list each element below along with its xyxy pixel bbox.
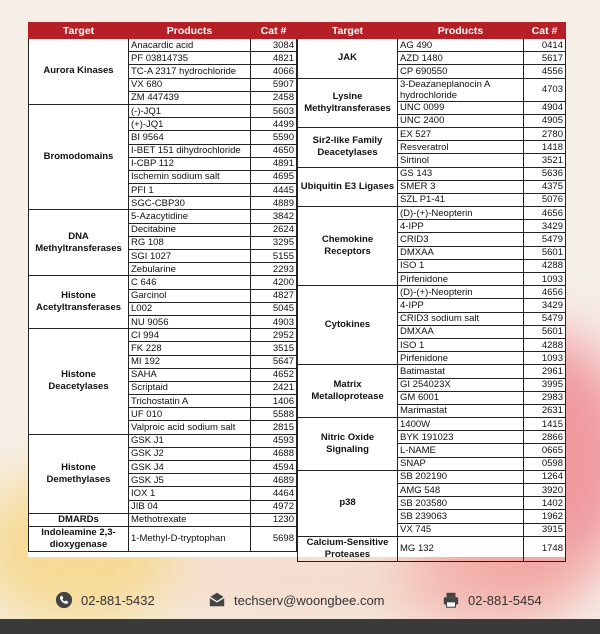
product-cell: (D)-(+)-Neopterin bbox=[398, 207, 524, 220]
cat-number-cell: 4827 bbox=[251, 289, 297, 302]
header-products: Products bbox=[129, 23, 251, 39]
cat-number-cell: 4288 bbox=[524, 338, 566, 351]
cat-number-cell: 5601 bbox=[524, 325, 566, 338]
table-row bbox=[29, 329, 297, 342]
product-cell: ZM 447439 bbox=[129, 91, 251, 104]
email-contact[interactable] bbox=[208, 588, 385, 612]
product-cell: Decitabine bbox=[129, 223, 251, 236]
cat-number-cell: 5045 bbox=[251, 302, 297, 315]
email-address: techserv@woongbee.com bbox=[234, 592, 385, 608]
product-cell: 3-Deazaneplanocin A hydrochloride bbox=[398, 78, 524, 101]
product-cell: 4-IPP bbox=[398, 220, 524, 233]
product-cell: TC-A 2317 hydrochloride bbox=[129, 65, 251, 78]
product-cell: Pirfenidone bbox=[398, 273, 524, 286]
cat-number-cell: 3915 bbox=[524, 523, 566, 536]
cat-number-cell: 5907 bbox=[251, 78, 297, 91]
product-cell: I-BET 151 dihydrochloride bbox=[129, 144, 251, 157]
cat-number-cell: 2866 bbox=[524, 431, 566, 444]
header-products: Products bbox=[398, 23, 524, 39]
cat-number-cell: 2631 bbox=[524, 404, 566, 417]
cat-number-cell: 4650 bbox=[251, 144, 297, 157]
product-cell: SGC-CBP30 bbox=[129, 197, 251, 210]
target-cell: Sir2-like Family Deacetylases bbox=[298, 127, 398, 167]
product-cell: SNAP bbox=[398, 457, 524, 470]
table-row bbox=[298, 39, 566, 52]
product-cell: CP 690550 bbox=[398, 65, 524, 78]
target-cell: Matrix Metalloprotease bbox=[298, 365, 398, 418]
cat-number-cell: 4499 bbox=[251, 118, 297, 131]
product-cell: GSK J4 bbox=[129, 461, 251, 474]
product-cell: VX 745 bbox=[398, 523, 524, 536]
product-cell: AZD 1480 bbox=[398, 52, 524, 65]
product-cell: PF 03814735 bbox=[129, 52, 251, 65]
product-cell: SB 203580 bbox=[398, 497, 524, 510]
table-row bbox=[298, 536, 566, 561]
table-row bbox=[298, 286, 566, 299]
cat-number-cell: 4889 bbox=[251, 197, 297, 210]
contact-footer bbox=[0, 588, 600, 612]
cat-number-cell: 5479 bbox=[524, 312, 566, 325]
table-row bbox=[29, 39, 297, 52]
cat-number-cell: 3515 bbox=[251, 342, 297, 355]
cat-number-cell: 4652 bbox=[251, 368, 297, 381]
cat-number-cell: 3842 bbox=[251, 210, 297, 223]
cat-number-cell: 4695 bbox=[251, 170, 297, 183]
target-cell: Calcium-Sensitive Proteases bbox=[298, 536, 398, 561]
cat-number-cell: 0414 bbox=[524, 39, 566, 52]
cat-number-cell: 5076 bbox=[524, 193, 566, 206]
product-cell: Resveratrol bbox=[398, 141, 524, 154]
product-cell: AG 490 bbox=[398, 39, 524, 52]
product-cell: SAHA bbox=[129, 368, 251, 381]
cat-number-cell: 3429 bbox=[524, 299, 566, 312]
cat-number-cell: 4200 bbox=[251, 276, 297, 289]
product-cell: L002 bbox=[129, 302, 251, 315]
product-cell: GSK J1 bbox=[129, 434, 251, 447]
product-cell: Valproic acid sodium salt bbox=[129, 421, 251, 434]
product-cell: 1-Methyl-D-tryptophan bbox=[129, 526, 251, 551]
table-row bbox=[29, 104, 297, 117]
cat-number-cell: 4689 bbox=[251, 474, 297, 487]
table-row bbox=[29, 210, 297, 223]
product-cell: Batimastat bbox=[398, 365, 524, 378]
fax-contact[interactable] bbox=[442, 588, 542, 612]
right-table-column bbox=[297, 22, 565, 562]
target-cell: Chemokine Receptors bbox=[298, 207, 398, 286]
cat-number-cell: 4594 bbox=[251, 461, 297, 474]
cat-number-cell: 2780 bbox=[524, 127, 566, 140]
product-cell: CI 994 bbox=[129, 329, 251, 342]
table-row bbox=[298, 78, 566, 101]
cat-number-cell: 3295 bbox=[251, 236, 297, 249]
phone-icon bbox=[55, 591, 73, 609]
target-cell: Aurora Kinases bbox=[29, 39, 129, 105]
cat-number-cell: 2624 bbox=[251, 223, 297, 236]
table-row bbox=[29, 513, 297, 526]
product-cell: EX 527 bbox=[398, 127, 524, 140]
cat-number-cell: 4464 bbox=[251, 487, 297, 500]
product-cell: UF 010 bbox=[129, 408, 251, 421]
product-cell: SZL P1-41 bbox=[398, 193, 524, 206]
product-cell: Scriptaid bbox=[129, 381, 251, 394]
cat-number-cell: 1093 bbox=[524, 352, 566, 365]
product-cell: NU 9056 bbox=[129, 315, 251, 328]
fax-icon bbox=[442, 591, 460, 609]
target-cell: Histone Demethylases bbox=[29, 434, 129, 513]
phone-number: 02-881-5432 bbox=[81, 592, 155, 608]
right-product-table bbox=[297, 22, 566, 562]
product-cell: UNC 2400 bbox=[398, 114, 524, 127]
table-header-row bbox=[29, 23, 297, 39]
product-cell: 1400W bbox=[398, 418, 524, 431]
product-cell: Garcinol bbox=[129, 289, 251, 302]
product-table-sheet bbox=[28, 22, 565, 560]
cat-number-cell: 1415 bbox=[524, 418, 566, 431]
table-row bbox=[29, 434, 297, 447]
product-cell: DMXAA bbox=[398, 325, 524, 338]
product-cell: Zebularine bbox=[129, 263, 251, 276]
left-table-body bbox=[29, 39, 297, 552]
cat-number-cell: 4288 bbox=[524, 259, 566, 272]
product-cell: SB 239063 bbox=[398, 510, 524, 523]
cat-number-cell: 5647 bbox=[251, 355, 297, 368]
header-target: Target bbox=[298, 23, 398, 39]
product-cell: 5-Azacytidine bbox=[129, 210, 251, 223]
product-cell: CRID3 bbox=[398, 233, 524, 246]
product-cell: FK 228 bbox=[129, 342, 251, 355]
product-cell: Methotrexate bbox=[129, 513, 251, 526]
product-cell: (+)-JQ1 bbox=[129, 118, 251, 131]
product-cell: L-NAME bbox=[398, 444, 524, 457]
product-cell: SB 202190 bbox=[398, 470, 524, 483]
cat-number-cell: 1093 bbox=[524, 273, 566, 286]
product-cell: GS 143 bbox=[398, 167, 524, 180]
table-row bbox=[298, 470, 566, 483]
cat-number-cell: 1418 bbox=[524, 141, 566, 154]
cat-number-cell: 4821 bbox=[251, 52, 297, 65]
cat-number-cell: 1402 bbox=[524, 497, 566, 510]
product-cell: AMG 548 bbox=[398, 484, 524, 497]
target-cell: Nitric Oxide Signaling bbox=[298, 418, 398, 471]
cat-number-cell: 4656 bbox=[524, 207, 566, 220]
header-cat: Cat # bbox=[524, 23, 566, 39]
product-cell: Ischemin sodium salt bbox=[129, 170, 251, 183]
product-cell: RG 108 bbox=[129, 236, 251, 249]
cat-number-cell: 4688 bbox=[251, 447, 297, 460]
cat-number-cell: 5479 bbox=[524, 233, 566, 246]
bottom-bar bbox=[0, 619, 600, 634]
table-row bbox=[298, 207, 566, 220]
product-cell: BYK 191023 bbox=[398, 431, 524, 444]
table-row bbox=[298, 167, 566, 180]
target-cell: DMARDs bbox=[29, 513, 129, 526]
left-product-table bbox=[28, 22, 297, 552]
cat-number-cell: 1230 bbox=[251, 513, 297, 526]
product-cell: Trichostatin A bbox=[129, 395, 251, 408]
cat-number-cell: 1406 bbox=[251, 395, 297, 408]
product-cell: (D)-(+)-Neopterin bbox=[398, 286, 524, 299]
table-row bbox=[298, 418, 566, 431]
product-cell: BI 9564 bbox=[129, 131, 251, 144]
fax-number: 02-881-5454 bbox=[468, 592, 542, 608]
target-cell: Cytokines bbox=[298, 286, 398, 365]
cat-number-cell: 1962 bbox=[524, 510, 566, 523]
cat-number-cell: 4445 bbox=[251, 184, 297, 197]
product-cell: VX 680 bbox=[129, 78, 251, 91]
cat-number-cell: 3429 bbox=[524, 220, 566, 233]
cat-number-cell: 4656 bbox=[524, 286, 566, 299]
header-target: Target bbox=[29, 23, 129, 39]
cat-number-cell: 2293 bbox=[251, 263, 297, 276]
cat-number-cell: 5636 bbox=[524, 167, 566, 180]
product-cell: PFI 1 bbox=[129, 184, 251, 197]
product-cell: IOX 1 bbox=[129, 487, 251, 500]
cat-number-cell: 4375 bbox=[524, 180, 566, 193]
right-table-body bbox=[298, 39, 566, 562]
product-cell: 4-IPP bbox=[398, 299, 524, 312]
product-cell: (-)-JQ1 bbox=[129, 104, 251, 117]
target-cell: p38 bbox=[298, 470, 398, 536]
cat-number-cell: 4905 bbox=[524, 114, 566, 127]
cat-number-cell: 5601 bbox=[524, 246, 566, 259]
target-cell: DNA Methyltransferases bbox=[29, 210, 129, 276]
cat-number-cell: 4891 bbox=[251, 157, 297, 170]
target-cell: Bromodomains bbox=[29, 104, 129, 210]
cat-number-cell: 3521 bbox=[524, 154, 566, 167]
cat-number-cell: 5603 bbox=[251, 104, 297, 117]
product-cell: GI 254023X bbox=[398, 378, 524, 391]
cat-number-cell: 4556 bbox=[524, 65, 566, 78]
cat-number-cell: 2815 bbox=[251, 421, 297, 434]
product-cell: Marimastat bbox=[398, 404, 524, 417]
cat-number-cell: 0665 bbox=[524, 444, 566, 457]
target-cell: Ubiquitin E3 Ligases bbox=[298, 167, 398, 207]
table-row bbox=[298, 365, 566, 378]
cat-number-cell: 5588 bbox=[251, 408, 297, 421]
target-cell: Histone Deacetylases bbox=[29, 329, 129, 435]
phone-contact[interactable] bbox=[55, 588, 155, 612]
product-cell: GSK J5 bbox=[129, 474, 251, 487]
left-table-column bbox=[28, 22, 296, 552]
cat-number-cell: 2983 bbox=[524, 391, 566, 404]
cat-number-cell: 2952 bbox=[251, 329, 297, 342]
product-cell: SGI 1027 bbox=[129, 250, 251, 263]
cat-number-cell: 3920 bbox=[524, 484, 566, 497]
product-cell: DMXAA bbox=[398, 246, 524, 259]
product-cell: ISO 1 bbox=[398, 338, 524, 351]
table-row bbox=[29, 276, 297, 289]
product-cell: ISO 1 bbox=[398, 259, 524, 272]
cat-number-cell: 1748 bbox=[524, 536, 566, 561]
product-cell: JIB 04 bbox=[129, 500, 251, 513]
cat-number-cell: 2961 bbox=[524, 365, 566, 378]
cat-number-cell: 3084 bbox=[251, 39, 297, 52]
cat-number-cell: 1264 bbox=[524, 470, 566, 483]
cat-number-cell: 4903 bbox=[251, 315, 297, 328]
email-icon bbox=[208, 591, 226, 609]
cat-number-cell: 4904 bbox=[524, 101, 566, 114]
product-cell: MG 132 bbox=[398, 536, 524, 561]
product-cell: GM 6001 bbox=[398, 391, 524, 404]
product-cell: CRID3 sodium salt bbox=[398, 312, 524, 325]
cat-number-cell: 2421 bbox=[251, 381, 297, 394]
header-cat: Cat # bbox=[251, 23, 297, 39]
table-row bbox=[29, 526, 297, 551]
target-cell: Histone Acetyltransferases bbox=[29, 276, 129, 329]
target-cell: Indoleamine 2,3-dioxygenase bbox=[29, 526, 129, 551]
cat-number-cell: 5698 bbox=[251, 526, 297, 551]
table-row bbox=[298, 127, 566, 140]
product-cell: Sirtinol bbox=[398, 154, 524, 167]
cat-number-cell: 4972 bbox=[251, 500, 297, 513]
cat-number-cell: 5590 bbox=[251, 131, 297, 144]
product-cell: SMER 3 bbox=[398, 180, 524, 193]
cat-number-cell: 2458 bbox=[251, 91, 297, 104]
product-cell: Anacardic acid bbox=[129, 39, 251, 52]
cat-number-cell: 4703 bbox=[524, 78, 566, 101]
cat-number-cell: 4066 bbox=[251, 65, 297, 78]
table-header-row bbox=[298, 23, 566, 39]
product-cell: GSK J2 bbox=[129, 447, 251, 460]
cat-number-cell: 5617 bbox=[524, 52, 566, 65]
target-cell: Lysine Methyltransferases bbox=[298, 78, 398, 127]
cat-number-cell: 4593 bbox=[251, 434, 297, 447]
cat-number-cell: 3995 bbox=[524, 378, 566, 391]
cat-number-cell: 5155 bbox=[251, 250, 297, 263]
product-cell: UNC 0099 bbox=[398, 101, 524, 114]
cat-number-cell: 0598 bbox=[524, 457, 566, 470]
product-cell: C 646 bbox=[129, 276, 251, 289]
product-cell: I-CBP 112 bbox=[129, 157, 251, 170]
product-cell: MI 192 bbox=[129, 355, 251, 368]
target-cell: JAK bbox=[298, 39, 398, 79]
product-cell: Pirfenidone bbox=[398, 352, 524, 365]
